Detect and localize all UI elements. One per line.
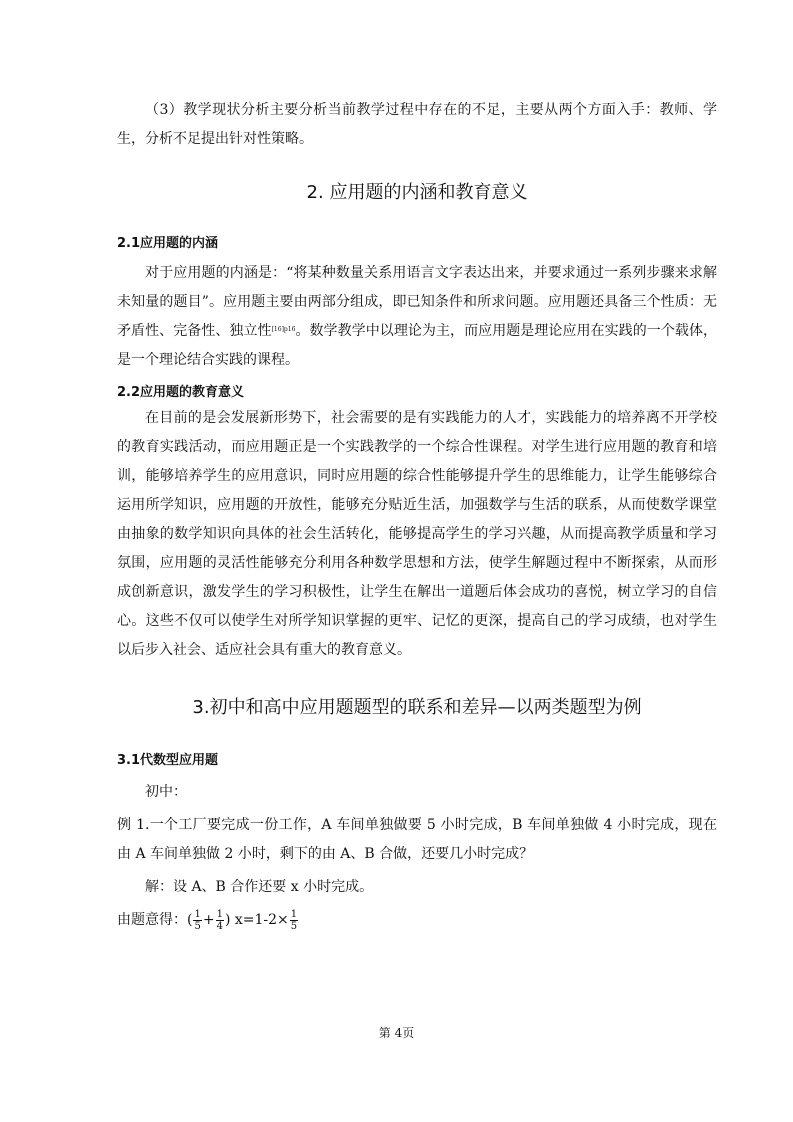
plus-sign: + <box>202 912 215 928</box>
section-2-1-paragraph <box>117 259 717 375</box>
section-3-title: 3.初中和高中应用题题型的联系和差异—以两类题型为例 <box>192 697 642 718</box>
fraction-one-fifth <box>193 909 201 932</box>
fraction-numerator: 1 <box>216 908 223 920</box>
equation-prefix: 由题意得：( <box>117 912 193 928</box>
fraction-one-fifth-rhs <box>290 909 298 932</box>
example-1: 例 1.一个工厂要完成一份工作，A 车间单独做要 5 小时完成，B 车间单独做 4 小时完成，现在由 A 车间单独做 2 小时，剩下的由 A、B 合做，还要几小时完成？ <box>117 817 717 862</box>
section-2-1-text-b: 。数学教学中以理论为主，而应用题是理论应用在实践的一个载体，是一个理论结合实践的课程。 <box>117 323 718 368</box>
section-2-1-text-a: 对于应用题的内涵是：“将某种数量关系用语言文字表达出来，并要求通过一系列步骤来求解未知量的题目”。应用题主要由两部分组成，即已知条件和所求问题。应用题还具备三个性质：无矛盾性、完备性、独立性 <box>117 265 717 339</box>
fraction-denominator: 5 <box>290 920 298 932</box>
fraction-numerator: 1 <box>290 908 298 920</box>
equation-line <box>117 906 717 935</box>
solution-line: 解：设 A、B 合作还要 x 小时完成。 <box>145 879 374 895</box>
page-content <box>117 96 717 935</box>
fraction-denominator: 5 <box>194 920 201 932</box>
equation-middle: ) x=1-2× <box>224 912 289 928</box>
section-2-1-heading: 2.1应用题的内涵 <box>117 236 219 251</box>
fraction-denominator: 4 <box>216 920 223 932</box>
intro-paragraph: （3）教学现状分析主要分析当前教学过程中存在的不足，主要从两个方面入手：教师、学生，分析不足提出针对性策略。 <box>117 102 717 147</box>
page-number: 第 4页 <box>378 1026 415 1040</box>
section-3-1-heading: 3.1代数型应用题 <box>117 753 219 768</box>
citation-16: [16]p16 <box>271 326 296 333</box>
section-2-2-heading: 2.2应用题的教育意义 <box>117 385 245 400</box>
level-label: 初中： <box>145 784 187 800</box>
fraction-one-fourth <box>216 909 224 932</box>
fraction-numerator: 1 <box>194 908 201 920</box>
section-2-2-paragraph: 在目前的是会发展新形势下，社会需要的是有实践能力的人才，实践能力的培养离不开学校的教育实践活动，而应用题正是一个实践教学的一个综合性课程。对学生进行应用题的教育和培训，能够培养学生的应用意识，同时应用题的综合性能够提升学生的思维能力，让学生能够综合运用所学知识，应用题的开放性，能够充分贴近生活，加强数学与生活的联系，从而使数学课堂由抽象的数学知识向具体的社会生活转化，能够提高学生的学习兴趣，从而提高教学质量和学习氛围，应用题的灵活性能够充分利用各种数学思想和方法，使学生解题过程中不断探索，从而形成创新意识，激发学生的学习积极性，让学生在解出一道题后体会成功的喜悦，树立学习的自信心。这些不仅可以使学生对所学知识掌握的更牢、记忆的更深，提高自己的学习成绩，也对学生以后步入社会、适应社会具有重大的教育意义。 <box>117 410 717 658</box>
section-2-title: 2. 应用题的内涵和教育意义 <box>306 182 528 203</box>
